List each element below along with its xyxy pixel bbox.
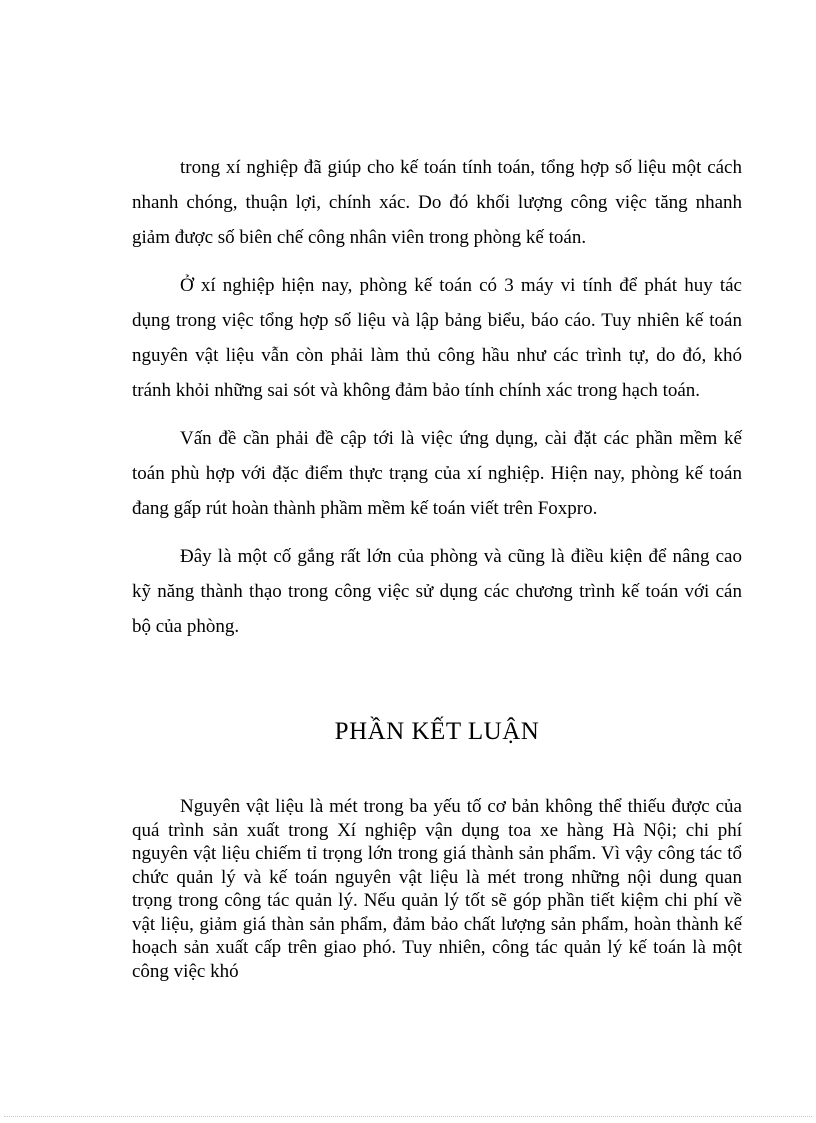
conclusion-paragraph: Nguyên vật liệu là mét trong ba yếu tố cơ bản không thể thiếu được của quá trình sản xuất trong Xí nghiệp vận dụng toa xe hàng Hà Nội; chi phí nguyên vật liệu chiếm tỉ trọng lớn trong giá thành sản phẩm. Vì vậy công tác tổ chức quản lý và kế toán nguyên vật liệu là mét trong những nội dung quan trọng trong công tác quản lý. Nếu quản lý tốt sẽ góp phần tiết kiệm chi phí về vật liệu, giảm giá thàn sản phẩm, đảm bảo chất lượng sản phẩm, hoàn thành kế hoạch sản xuất cấp trên giao phó. Tuy nhiên, công tác quản lý kế toán là một công việc khó [132,796,742,982]
paragraph-computers-in-office: Ở xí nghiệp hiện nay, phòng kế toán có 3 máy vi tính để phát huy tác dụng trong việc tổng hợp số liệu và lập bảng biểu, báo cáo. Tuy nhiên kế toán nguyên vật liệu vẫn còn phải làm thủ công hầu như các trình tự, do đó, khó tránh khỏi những sai sót và không đảm bảo tính chính xác trong hạch toán. [132,275,742,401]
conclusion-heading: PHẦN KẾT LUẬN [334,718,540,745]
paragraph-staff-skills: Đây là một cố gắng rất lớn của phòng và cũng là điều kiện để nâng cao kỹ năng thành thạo trong công việc sử dụng các chương trình kế toán với cán bộ của phòng. [132,546,742,637]
paragraph-computer-usage: trong xí nghiệp đã giúp cho kế toán tính toán, tổng hợp số liệu một cách nhanh chóng, thuận lợi, chính xác. Do đó khối lượng công việc tăng nhanh giảm được số biên chế công nhân viên trong phòng kế toán. [132,157,742,248]
page-bottom-divider [4,1116,812,1117]
paragraph-software-adoption: Vấn đề cần phải đề cập tới là việc ứng dụng, cài đặt các phần mềm kế toán phù hợp với đặc điểm thực trạng của xí nghiệp. Hiện nay, phòng kế toán đang gấp rút hoàn thành phầm mềm kế toán viết trên Foxpro. [132,428,742,519]
